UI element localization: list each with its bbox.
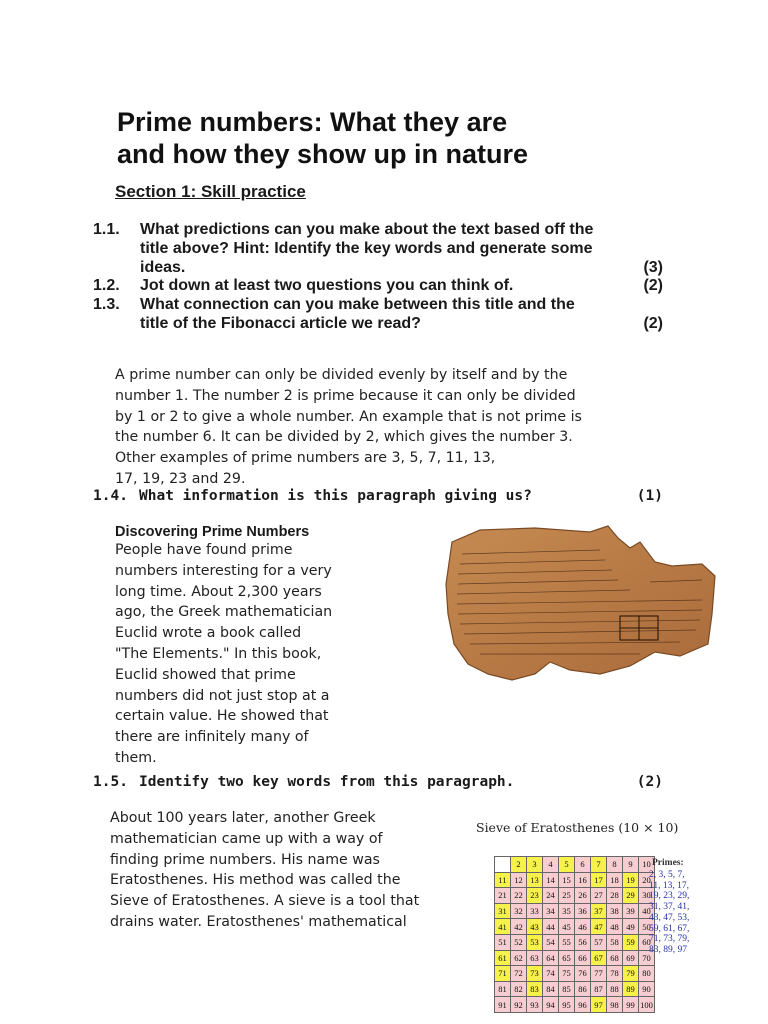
sieve-cell: 15 — [559, 872, 575, 888]
sieve-cell: 65 — [559, 950, 575, 966]
question-text: What information is this paragraph giving us? — [139, 488, 532, 504]
paragraph-line: certain value. He showed that — [115, 708, 329, 725]
sieve-cell: 7 — [591, 857, 607, 873]
question-number: 1.1. — [93, 221, 120, 238]
sieve-cell: 31 — [495, 903, 511, 919]
sieve-row — [495, 981, 655, 997]
sieve-cell: 85 — [559, 981, 575, 997]
sieve-row — [495, 872, 655, 888]
sieve-cell: 25 — [559, 888, 575, 904]
question-marks: (3) — [643, 259, 663, 276]
sieve-cell: 30 — [639, 888, 655, 904]
sieve-figure — [462, 812, 732, 1022]
paragraph-line: A prime number can only be divided evenly by itself and by the — [115, 367, 568, 383]
question-line: What connection can you make between this title and the — [140, 296, 575, 313]
sieve-cell: 18 — [607, 872, 623, 888]
sieve-cell — [495, 857, 511, 873]
sieve-cell: 100 — [639, 997, 655, 1013]
sieve-cell: 52 — [511, 934, 527, 950]
question-1-1 — [93, 220, 663, 280]
sieve-cell: 78 — [607, 966, 623, 982]
sieve-title: Sieve of Eratosthenes (10 × 10) — [476, 820, 679, 835]
question-line: ideas. — [140, 259, 186, 276]
sieve-cell: 12 — [511, 872, 527, 888]
paragraph-line: numbers interesting for a very — [115, 562, 332, 579]
question-number: 1.2. — [93, 277, 120, 294]
question-1-5 — [93, 774, 663, 794]
sieve-cell: 33 — [527, 903, 543, 919]
paragraph-line: About 100 years later, another Greek — [110, 810, 376, 826]
question-number: 1.5. — [93, 774, 128, 790]
primes-line: 11, 13, 17, — [649, 880, 690, 891]
sieve-cell: 43 — [527, 919, 543, 935]
sieve-cell: 49 — [623, 919, 639, 935]
question-marks: (2) — [643, 315, 663, 332]
sieve-cell: 60 — [639, 934, 655, 950]
paragraph-line: finding prime numbers. His name was — [110, 851, 380, 868]
sieve-cell: 53 — [527, 934, 543, 950]
question-number: 1.3. — [93, 296, 120, 313]
sieve-cell: 3 — [527, 857, 543, 873]
sieve-cell: 14 — [543, 872, 559, 888]
paragraph-line: Euclid showed that prime — [115, 666, 296, 683]
sieve-cell: 57 — [591, 934, 607, 950]
sieve-cell: 99 — [623, 997, 639, 1013]
sieve-cell: 48 — [607, 919, 623, 935]
sieve-cell: 74 — [543, 966, 559, 982]
sieve-row — [495, 857, 655, 873]
paragraph-line: ago, the Greek mathematician — [115, 604, 333, 621]
sieve-cell: 98 — [607, 997, 623, 1013]
sieve-cell: 69 — [623, 950, 639, 966]
sieve-cell: 2 — [511, 857, 527, 873]
sieve-cell: 45 — [559, 919, 575, 935]
sieve-cell: 62 — [511, 950, 527, 966]
primes-line: 31, 37, 41, — [649, 902, 690, 913]
paragraph-line: Euclid wrote a book called — [115, 625, 302, 642]
sieve-cell: 29 — [623, 888, 639, 904]
sieve-cell: 75 — [559, 966, 575, 982]
sieve-cell: 91 — [495, 997, 511, 1013]
paragraph-line: Sieve of Eratosthenes. A sieve is a tool that — [110, 893, 420, 910]
paragraph-line: number 1. The number 2 is prime because it can only be divided — [115, 387, 576, 404]
sieve-row — [495, 966, 655, 982]
primes-list — [649, 870, 729, 956]
question-1-4 — [93, 488, 663, 508]
sieve-cell: 55 — [559, 934, 575, 950]
sieve-cell: 67 — [591, 950, 607, 966]
sieve-cell: 50 — [639, 919, 655, 935]
sieve-cell: 54 — [543, 934, 559, 950]
sieve-cell: 46 — [575, 919, 591, 935]
sieve-cell: 32 — [511, 903, 527, 919]
question-marks: (1) — [636, 488, 663, 504]
paragraph-line: by 1 or 2 to give a whole number. An example that is not prime is — [115, 408, 582, 425]
primes-label: Primes: — [652, 858, 684, 868]
primes-line: 19, 23, 29, — [649, 891, 690, 902]
sieve-cell: 51 — [495, 934, 511, 950]
sieve-cell: 93 — [527, 997, 543, 1013]
title-line-1: Prime numbers: What they are — [117, 107, 508, 137]
sieve-row — [495, 888, 655, 904]
sieve-cell: 26 — [575, 888, 591, 904]
question-line: Jot down at least two questions you can think of. — [140, 277, 514, 294]
question-number: 1.4. — [93, 488, 128, 504]
question-text: Identify two key words from this paragraph. — [139, 774, 515, 790]
papyrus-fragment-image — [440, 524, 720, 684]
primes-line: 43, 47, 53, — [649, 912, 690, 923]
sieve-cell: 39 — [623, 903, 639, 919]
sieve-cell: 13 — [527, 872, 543, 888]
paragraph-line: "The Elements." In this book, — [115, 645, 322, 662]
sieve-cell: 35 — [559, 903, 575, 919]
sieve-cell: 40 — [639, 903, 655, 919]
sieve-cell: 20 — [639, 872, 655, 888]
sieve-cell: 87 — [591, 981, 607, 997]
sieve-cell: 22 — [511, 888, 527, 904]
question-line: What predictions can you make about the text based off the — [140, 221, 594, 238]
paragraph-line: the number 6. It can be divided by 2, which gives the number 3. — [115, 429, 573, 446]
sieve-cell: 66 — [575, 950, 591, 966]
sieve-cell: 4 — [543, 857, 559, 873]
sieve-cell: 95 — [559, 997, 575, 1013]
question-marks: (2) — [643, 277, 663, 294]
sieve-cell: 42 — [511, 919, 527, 935]
sieve-cell: 81 — [495, 981, 511, 997]
sieve-cell: 36 — [575, 903, 591, 919]
sieve-cell: 6 — [575, 857, 591, 873]
paragraph-line: Other examples of prime numbers are 3, 5, 7, 11, 13, — [115, 450, 496, 467]
question-line: title above? Hint: Identify the key words and generate some — [140, 240, 593, 257]
paragraph-line: long time. About 2,300 years — [115, 583, 322, 600]
question-line: title of the Fibonacci article we read? — [140, 315, 421, 332]
primes-line: 71, 73, 79, — [649, 934, 690, 945]
sieve-row — [495, 903, 655, 919]
sieve-row — [495, 997, 655, 1013]
paragraph-prime-definition — [115, 365, 645, 490]
sieve-cell: 83 — [527, 981, 543, 997]
sieve-cell: 38 — [607, 903, 623, 919]
sieve-cell: 88 — [607, 981, 623, 997]
sieve-cell: 71 — [495, 966, 511, 982]
sieve-cell: 80 — [639, 966, 655, 982]
paragraph-discovering — [115, 540, 365, 769]
sieve-cell: 9 — [623, 857, 639, 873]
paragraph-line: there are infinitely many of — [115, 729, 309, 746]
sieve-cell: 58 — [607, 934, 623, 950]
page-title — [117, 106, 677, 170]
sieve-cell: 24 — [543, 888, 559, 904]
sieve-cell: 63 — [527, 950, 543, 966]
paragraph-line: drains water. Eratosthenes' mathematical — [110, 913, 407, 930]
sieve-cell: 97 — [591, 997, 607, 1013]
question-marks: (2) — [636, 774, 663, 790]
paragraph-eratosthenes — [110, 808, 460, 933]
sieve-cell: 44 — [543, 919, 559, 935]
sieve-cell: 17 — [591, 872, 607, 888]
paragraph-line: mathematician came up with a way of — [110, 830, 383, 847]
sieve-cell: 76 — [575, 966, 591, 982]
sieve-row — [495, 919, 655, 935]
paragraph-line: them. — [115, 749, 157, 766]
sieve-cell: 27 — [591, 888, 607, 904]
sieve-cell: 79 — [623, 966, 639, 982]
sieve-cell: 64 — [543, 950, 559, 966]
sieve-cell: 19 — [623, 872, 639, 888]
title-line-2: and how they show up in nature — [117, 139, 529, 169]
sieve-cell: 86 — [575, 981, 591, 997]
sieve-cell: 11 — [495, 872, 511, 888]
sieve-cell: 77 — [591, 966, 607, 982]
sieve-cell: 37 — [591, 903, 607, 919]
sieve-cell: 59 — [623, 934, 639, 950]
sieve-cell: 23 — [527, 888, 543, 904]
sieve-cell: 5 — [559, 857, 575, 873]
sieve-cell: 8 — [607, 857, 623, 873]
subheading-discovering: Discovering Prime Numbers — [115, 524, 310, 540]
sieve-cell: 94 — [543, 997, 559, 1013]
question-1-3 — [93, 295, 663, 335]
sieve-cell: 84 — [543, 981, 559, 997]
sieve-cell: 41 — [495, 919, 511, 935]
primes-line: 83, 89, 97 — [649, 944, 687, 955]
primes-line: 2, 3, 5, 7, — [649, 870, 685, 880]
question-1-2 — [93, 276, 663, 296]
sieve-cell: 56 — [575, 934, 591, 950]
sieve-cell: 73 — [527, 966, 543, 982]
sieve-cell: 21 — [495, 888, 511, 904]
sieve-row — [495, 934, 655, 950]
sieve-cell: 61 — [495, 950, 511, 966]
sieve-grid — [494, 856, 655, 1013]
sieve-cell: 10 — [639, 857, 655, 873]
sieve-cell: 34 — [543, 903, 559, 919]
sieve-cell: 47 — [591, 919, 607, 935]
sieve-cell: 92 — [511, 997, 527, 1013]
sieve-cell: 82 — [511, 981, 527, 997]
paragraph-line: People have found prime — [115, 542, 293, 558]
paragraph-line: numbers did not just stop at a — [115, 687, 330, 704]
section-heading: Section 1: Skill practice — [115, 182, 306, 201]
sieve-cell: 72 — [511, 966, 527, 982]
sieve-cell: 28 — [607, 888, 623, 904]
paragraph-line: Eratosthenes. His method was called the — [110, 872, 401, 889]
sieve-cell: 68 — [607, 950, 623, 966]
sieve-cell: 90 — [639, 981, 655, 997]
paragraph-line: 17, 19, 23 and 29. — [115, 470, 246, 487]
sieve-cell: 16 — [575, 872, 591, 888]
sieve-row — [495, 950, 655, 966]
sieve-cell: 89 — [623, 981, 639, 997]
sieve-cell: 96 — [575, 997, 591, 1013]
primes-line: 59, 61, 67, — [649, 923, 690, 934]
sieve-cell: 70 — [639, 950, 655, 966]
